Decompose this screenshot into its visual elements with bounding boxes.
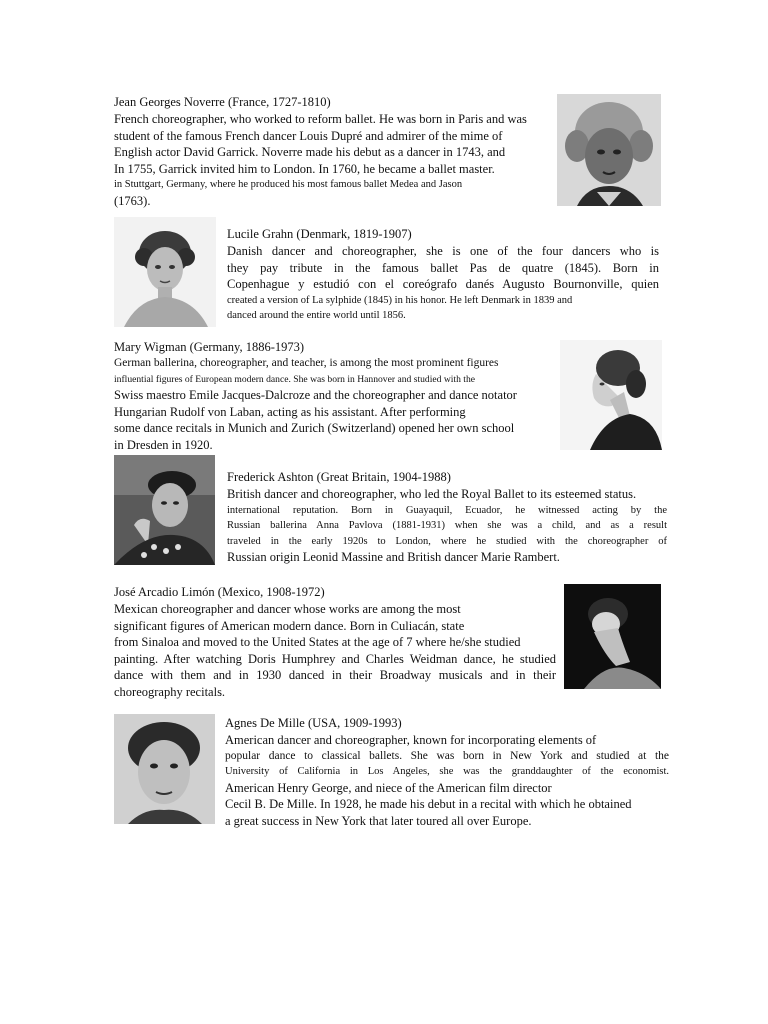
entry-line: traveled in the early 1920s to London, where he studied with the choreographer of bbox=[227, 535, 667, 547]
entry-line: significant figures of American modern dance. Born in Culiacán, state bbox=[114, 618, 465, 633]
entry-line: University of California in Los Angeles, she was the granddaughter of the economist. bbox=[225, 766, 669, 777]
entry-line: American Henry George, and niece of the American film director bbox=[225, 780, 552, 795]
entry-demille bbox=[225, 715, 669, 829]
entry-line: in Stuttgart, Germany, where he produced his most famous ballet Medea and Jason bbox=[114, 179, 463, 190]
entry-line: popular dance to classical ballets. She was born in New York and studied at the bbox=[225, 749, 669, 762]
entry-title: Jean Georges Noverre (France, 1727-1810) bbox=[114, 95, 331, 109]
entry-ashton bbox=[227, 469, 667, 566]
portrait-ashton bbox=[114, 455, 215, 565]
entry-line: danced around the entire world until 1856. bbox=[227, 310, 406, 321]
portrait-grahn bbox=[114, 217, 216, 327]
entry-line: Cecil B. De Mille. In 1928, he made his debut in a recital with which he obtained bbox=[225, 797, 632, 811]
entry-line: they pay tribute in the famous ballet Pas de quatre (1845). Born in bbox=[227, 260, 659, 275]
entry-noverre bbox=[114, 94, 564, 209]
entry-line: Hungarian Rudolf von Laban, acting as his assistant. After performing bbox=[114, 404, 466, 419]
entry-title: Lucile Grahn (Denmark, 1819-1907) bbox=[227, 227, 412, 241]
entry-title: Mary Wigman (Germany, 1886-1973) bbox=[114, 340, 305, 354]
entry-line: Russian ballerina Anna Pavlova (1881-1931) when she was a child, and as a result bbox=[227, 520, 667, 531]
entry-line: Russian origin Leonid Massine and British dancer Marie Rambert. bbox=[227, 550, 560, 564]
entry-title: Frederick Ashton (Great Britain, 1904-1988) bbox=[227, 470, 451, 484]
entry-title: Agnes De Mille (USA, 1909-1993) bbox=[225, 716, 402, 730]
entry-title: José Arcadio Limón (Mexico, 1908-1972) bbox=[114, 585, 325, 599]
entry-line: student of the famous French dancer Louis Dupré and admirer of the mime of bbox=[114, 128, 503, 143]
entry-line: French choreographer, who worked to reform ballet. He was born in Paris and was bbox=[114, 112, 527, 126]
entry-line: from Sinaloa and moved to the United States at the age of 7 where he/she studied bbox=[114, 635, 521, 649]
entry-line: dance with them and in 1930 danced in their Broadway musicals and in their bbox=[114, 668, 556, 682]
entry-line: Copenhague y estudió con el coreógrafo danés Augusto Bournonville, quien bbox=[227, 277, 659, 291]
portrait-limon bbox=[564, 584, 661, 689]
entry-line: painting. After watching Doris Humphrey and Charles Weidman dance, he studied bbox=[114, 651, 556, 666]
entry-line: international reputation. Born in Guayaquil, Ecuador, he witnessed acting by the bbox=[227, 504, 667, 516]
entry-line: choreography recitals. bbox=[114, 684, 226, 699]
entry-line: American dancer and choreographer, known for incorporating elements of bbox=[225, 733, 597, 747]
entry-line: some dance recitals in Munich and Zurich (Switzerland) opened her own school bbox=[114, 421, 515, 435]
entry-line: Swiss maestro Emile Jacques-Dalcroze and the choreographer and dance notator bbox=[114, 388, 517, 402]
entry-line: a great success in New York that later toured all over Europe. bbox=[225, 813, 532, 828]
entry-line: (1763). bbox=[114, 193, 151, 208]
entry-line: British dancer and choreographer, who led the Royal Ballet to its esteemed status. bbox=[227, 487, 637, 501]
entry-line: German ballerina, choreographer, and teacher, is among the most prominent figures bbox=[114, 357, 499, 369]
entry-line: English actor David Garrick. Noverre made his debut as a dancer in 1743, and bbox=[114, 145, 506, 159]
entry-grahn bbox=[227, 226, 659, 324]
entry-line: In 1755, Garrick invited him to London. In 1760, he became a ballet master. bbox=[114, 161, 495, 176]
entry-line: Mexican choreographer and dancer whose works are among the most bbox=[114, 602, 461, 616]
portrait-wigman bbox=[560, 340, 662, 450]
entry-line: influential figures of European modern dance. She was born in Hannover and studied with the bbox=[114, 373, 475, 385]
entry-wigman bbox=[114, 339, 560, 453]
portrait-demille bbox=[114, 714, 215, 824]
entry-line: Danish dancer and choreographer, she is one of the four dancers who is bbox=[227, 244, 659, 258]
entry-line: in Dresden in 1920. bbox=[114, 437, 213, 452]
entry-line: created a version of La sylphide (1845) in his honor. He left Denmark in 1839 and bbox=[227, 294, 573, 306]
portrait-noverre bbox=[557, 94, 661, 206]
entry-limon bbox=[114, 584, 556, 700]
